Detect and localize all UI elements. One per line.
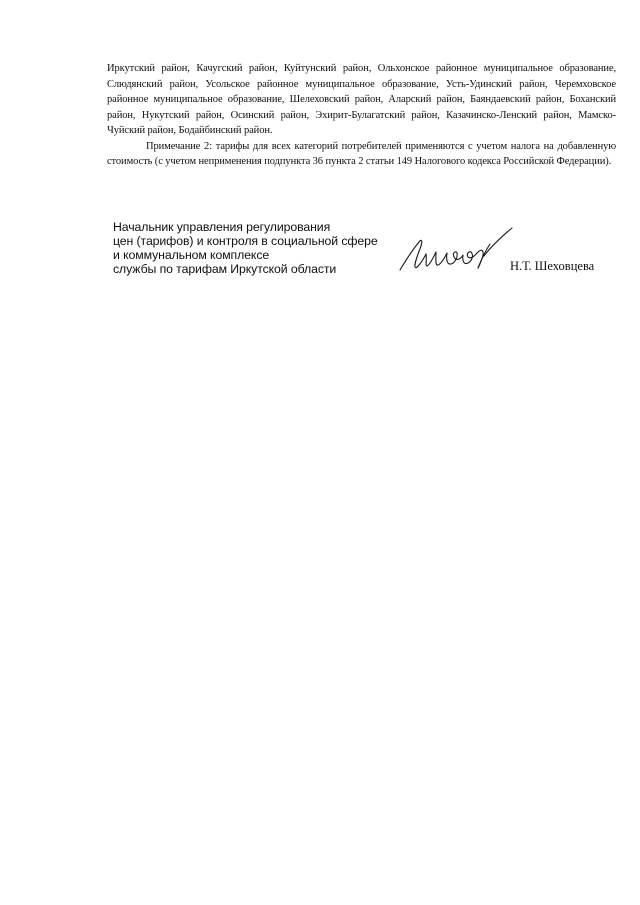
signatory-position xyxy=(113,220,378,276)
handwritten-signature xyxy=(394,224,518,276)
signer-name: Н.Т. Шеховцева xyxy=(510,259,595,273)
note-2: Примечание 2: тарифы для всех категорий потребителей применяются с учетом налога на добавленную стоимость (с учетом неприменения подпункта 36 пункта 2 статьи 149 Налогового кодекса Российской Федерации). xyxy=(107,140,616,167)
position-line-3: и коммунальном комплексе xyxy=(113,248,270,262)
position-line-4: службы по тарифам Иркутской области xyxy=(113,262,337,276)
document-body xyxy=(107,61,616,170)
position-line-1: Начальник управления регулирования xyxy=(113,220,331,234)
position-line-2: цен (тарифов) и контроля в социальной сфере xyxy=(113,234,378,248)
paragraph-districts-list: Иркутский район, Качугский район, Куйтунский район, Ольхонское районное муниципальное образование, Слюдянский район, Усольское районное муниципальное образование, Усть-Удинский район, Черемховское районное муниципальное образование, Шелеховский район, Аларский район, Баяндаевский район, Боханский район, Нукутский район, Осинский район, Эхирит-Булагатский район, Казачинско-Ленский район, Мамско-Чуйский район, Бодайбинский район. xyxy=(107,63,616,136)
